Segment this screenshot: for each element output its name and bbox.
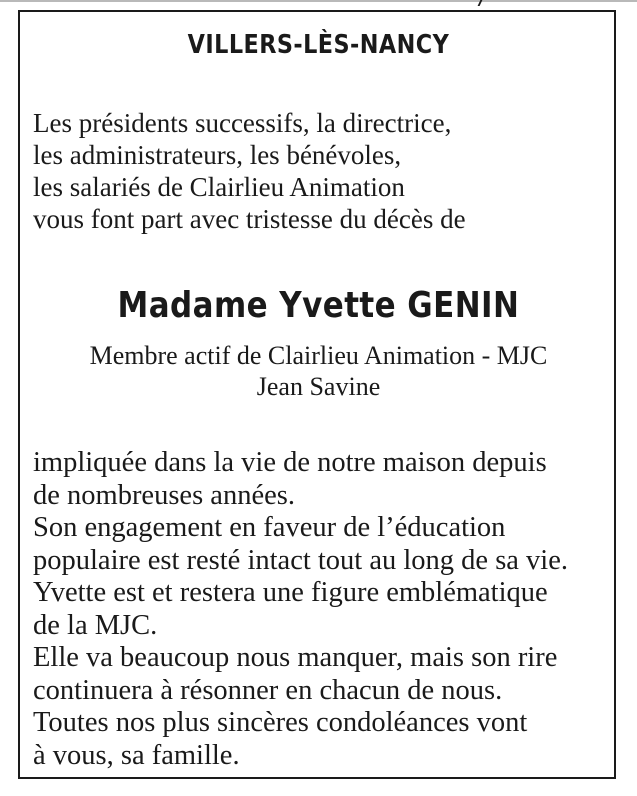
role-line: Membre actif de Clairlieu Animation - MJC xyxy=(89,341,548,370)
tribute-line: de nombreuses années. xyxy=(33,479,295,511)
tribute-line: Yvette est et restera une figure emblématique xyxy=(33,577,548,608)
tribute-line: continuera à résonner en chacun de nous. xyxy=(33,674,503,706)
top-rule xyxy=(0,0,637,2)
intro-line: vous font part avec tristesse du décès de xyxy=(33,204,466,234)
tribute-line: impliquée dans la vie de notre maison depuis xyxy=(33,447,547,478)
tribute-line: Elle va beaucoup nous manquer, mais son rire xyxy=(33,642,558,673)
intro-paragraph xyxy=(33,107,603,235)
tribute-line: à vous, sa famille. xyxy=(33,739,240,771)
intro-line: les salariés de Clairlieu Animation xyxy=(33,172,405,202)
tribute-line: populaire est resté intact tout au long de sa vie. xyxy=(33,544,569,576)
intro-line: les administrateurs, les bénévoles, xyxy=(33,140,402,170)
deceased-name: Madame Yvette GENIN xyxy=(117,285,520,326)
tribute-line: Son engagement en faveur de l’éducation xyxy=(33,512,506,543)
tribute-line: Toutes nos plus sincères condoléances vont xyxy=(33,707,528,738)
role-description xyxy=(0,340,637,402)
top-edge-mark xyxy=(474,0,483,6)
tribute-paragraph xyxy=(33,447,613,772)
role-line: Jean Savine xyxy=(256,372,381,401)
intro-line: Les présidents successifs, la directrice, xyxy=(33,108,452,138)
place-heading: VILLERS-LÈS-NANCY xyxy=(187,30,450,60)
tribute-line: de la MJC. xyxy=(33,609,158,641)
